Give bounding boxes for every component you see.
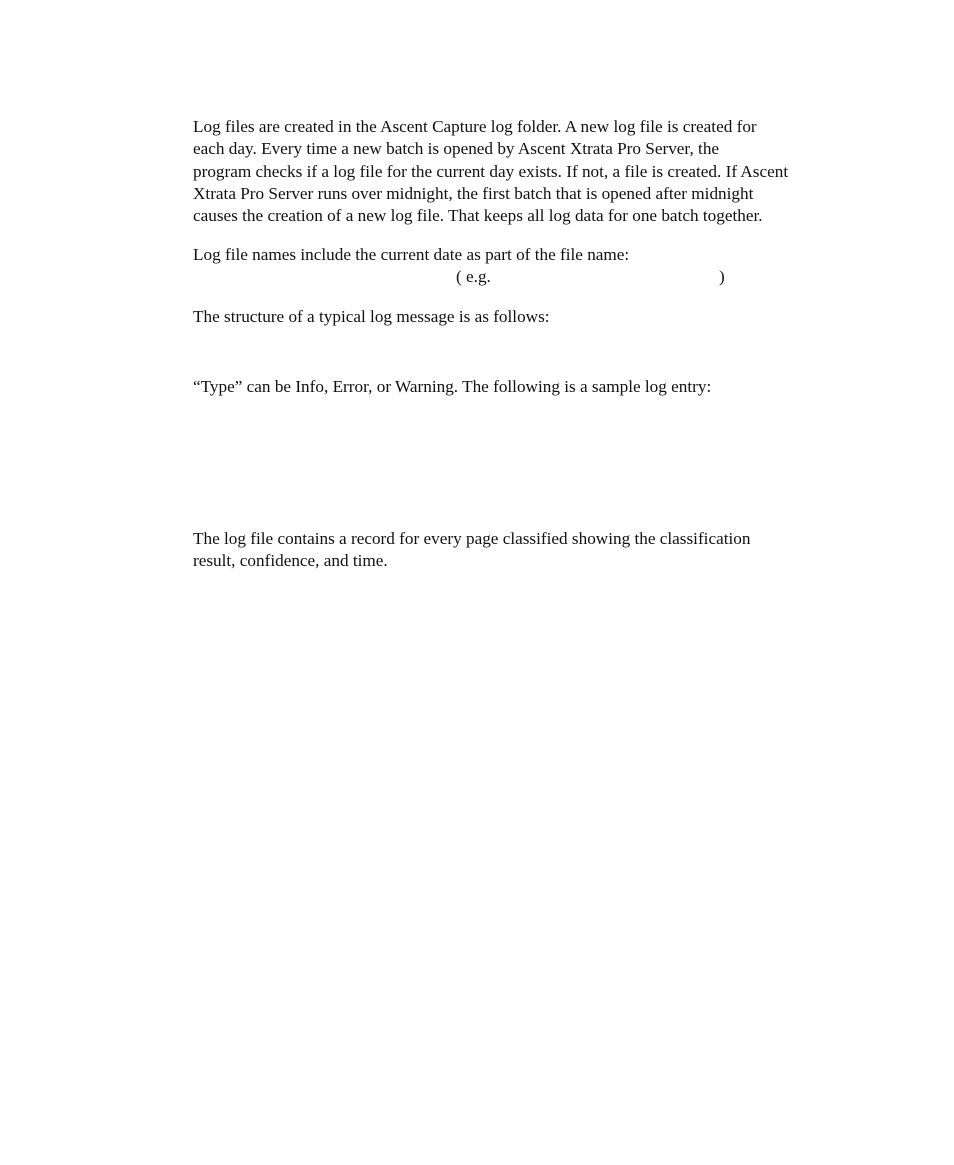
type-paragraph xyxy=(193,376,883,398)
text-line: The structure of a typical log message is as follows: xyxy=(193,307,550,326)
text-line: each day. Every time a new batch is opened by Ascent Xtrata Pro Server, the xyxy=(193,139,720,159)
file-names-paragraph xyxy=(193,244,883,289)
text-line: “Type” can be Info, Error, or Warning. The following is a sample log entry: xyxy=(193,377,712,396)
example-open-text: ( e.g. xyxy=(456,267,491,287)
example-line xyxy=(193,266,883,288)
structure-paragraph xyxy=(193,306,883,328)
text-line: Log files are created in the Ascent Capture log folder. A new log file is created for xyxy=(193,117,757,136)
text-line: Log file names include the current date as part of the file name: xyxy=(193,245,630,264)
text-line: causes the creation of a new log file. That keeps all log data for one batch together. xyxy=(193,206,763,226)
text-line: program checks if a log file for the current day exists. If not, a file is created. If Ascent xyxy=(193,161,789,181)
text-line: result, confidence, and time. xyxy=(193,551,388,571)
text-line: The log file contains a record for every page classified showing the classification xyxy=(193,529,751,548)
intro-paragraph xyxy=(193,116,883,227)
example-close-text: ) xyxy=(719,267,725,287)
text-line: Xtrata Pro Server runs over midnight, the first batch that is opened after midnight xyxy=(193,183,754,203)
record-paragraph xyxy=(193,528,883,573)
